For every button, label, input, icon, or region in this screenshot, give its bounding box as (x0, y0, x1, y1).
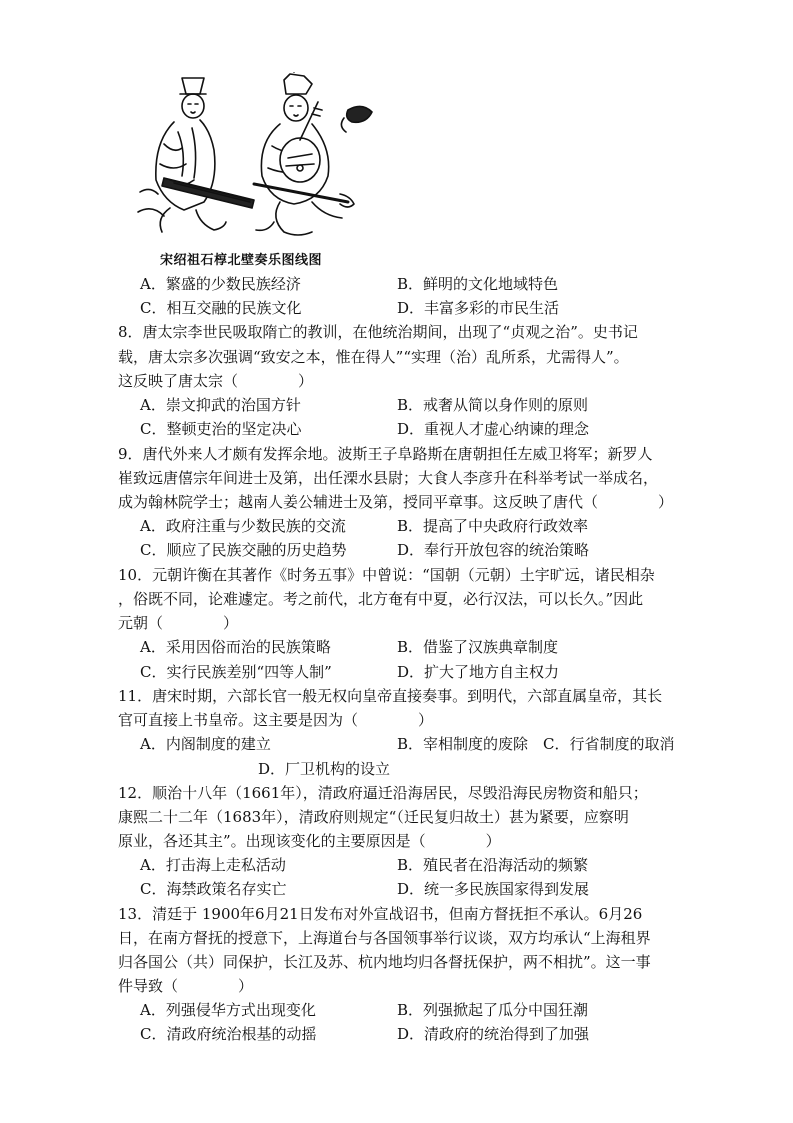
q10-option-a: A．采用因俗而治的民族策略 (140, 638, 331, 656)
q8-option-b: B．戒奢从简以身作则的原则 (397, 396, 589, 414)
q11-stem-line-2: 官可直接上书皇帝。这主要是因为（ ） (118, 711, 434, 729)
q13-stem-line-2: 日，在南方督抚的授意下，上海道台与各国领事举行议谈，双方均承认“上海租界 (118, 929, 651, 947)
q9-stem-line-3: 成为翰林院学士；越南人姜公辅进士及第，授同平章事。这反映了唐代（ ） (118, 493, 674, 511)
q10-option-c: C．实行民族差别“四等人制” (140, 663, 332, 681)
q11-stem-line-1: 11．唐宋时期，六部长官一般无权向皇帝直接奏事。到明代，六部直属皇帝，其长 (118, 687, 663, 705)
q8-option-a: A．崇文抑武的治国方针 (140, 396, 301, 414)
q10-stem-line-3: 元朝（ ） (118, 614, 239, 632)
q8-option-d: D．重视人才虚心纳谏的理念 (397, 420, 590, 438)
q9-stem-line-2: 崔致远唐僖宗年间进士及第，出任溧水县尉；大食人李彦升在科举考试一举成名， (118, 469, 659, 487)
q13-option-d: D．清政府的统治得到了加强 (397, 1025, 590, 1043)
q10-option-b: B．借鉴了汉族典章制度 (397, 638, 559, 656)
q10-stem-line-1: 10．元朝许衡在其著作《时务五事》中曾说：“国朝（元朝）土宇旷远，诸民相杂 (118, 566, 655, 584)
q8-stem-line-2: 载，唐太宗多次强调“致安之本，惟在得人”“实理（治）乱所系，尤需得人”。 (118, 348, 629, 366)
q11-option-bc: B．宰相制度的废除 C．行省制度的取消 (397, 735, 675, 753)
q13-stem-line-3: 归各国公（共）同保护，长江及苏、杭内地均归各督抚保护，两不相扰”。这一事 (118, 953, 651, 971)
q13-option-c: C．清政府统治根基的动摇 (140, 1025, 317, 1043)
q12-stem-line-2: 康熙二十二年（1683年），清政府则规定“（迁民复归故土）甚为紧要，应察明 (118, 808, 629, 826)
q10-option-d: D．扩大了地方自主权力 (397, 663, 560, 681)
q8-stem-line-3: 这反映了唐太宗（ ） (118, 372, 314, 390)
q12-stem-line-1: 12．顺治十八年（1661年），清政府逼迁沿海居民，尽毁沿海民房物资和船只； (118, 784, 648, 802)
q9-option-b: B．提高了中央政府行政效率 (397, 517, 589, 535)
q11-option-a: A．内阁制度的建立 (140, 735, 271, 753)
q12-option-b: B．殖民者在沿海活动的频繁 (397, 856, 589, 874)
figure-caption: 宋绍祖石椁北壁奏乐图线图 (160, 253, 323, 268)
q13-stem-line-4: 件导致（ ） (118, 977, 254, 995)
q8-option-c: C．整顿吏治的坚定决心 (140, 420, 302, 438)
q12-option-d: D．统一多民族国家得到发展 (397, 880, 590, 898)
q9-stem-line-1: 9．唐代外来人才颇有发挥余地。波斯王子阜路斯在唐朝担任左威卫将军；新罗人 (118, 445, 653, 463)
q7-option-a: A．繁盛的少数民族经济 (140, 275, 301, 293)
q13-option-b: B．列强掀起了瓜分中国狂潮 (397, 1001, 589, 1019)
q13-stem-line-1: 13．清廷于 1900年6月21日发布对外宣战诏书，但南方督抚拒不承认。6月26 (118, 905, 643, 923)
musicians-line-drawing (134, 72, 374, 242)
q7-option-c: C．相互交融的民族文化 (140, 299, 302, 317)
q12-stem-line-3: 原业，各还其主”。出现该变化的主要原因是（ ） (118, 832, 501, 850)
q12-option-c: C．海禁政策名存实亡 (140, 880, 287, 898)
q8-stem-line-1: 8．唐太宗李世民吸取隋亡的教训，在他统治期间，出现了“贞观之治”。史书记 (118, 323, 638, 341)
q11-option-d: D．厂卫机构的设立 (258, 760, 391, 778)
q9-option-a: A．政府注重与少数民族的交流 (140, 517, 346, 535)
q7-option-b: B．鲜明的文化地域特色 (397, 275, 559, 293)
q12-option-a: A．打击海上走私活动 (140, 856, 286, 874)
q9-option-c: C．顺应了民族交融的历史趋势 (140, 541, 347, 559)
q7-option-d: D．丰富多彩的市民生活 (397, 299, 560, 317)
q9-option-d: D．奉行开放包容的统治策略 (397, 541, 590, 559)
q10-stem-line-2: ，俗既不同，论难遽定。考之前代，北方奄有中夏，必行汉法，可以长久。”因此 (118, 590, 644, 608)
q13-option-a: A．列强侵华方式出现变化 (140, 1001, 316, 1019)
